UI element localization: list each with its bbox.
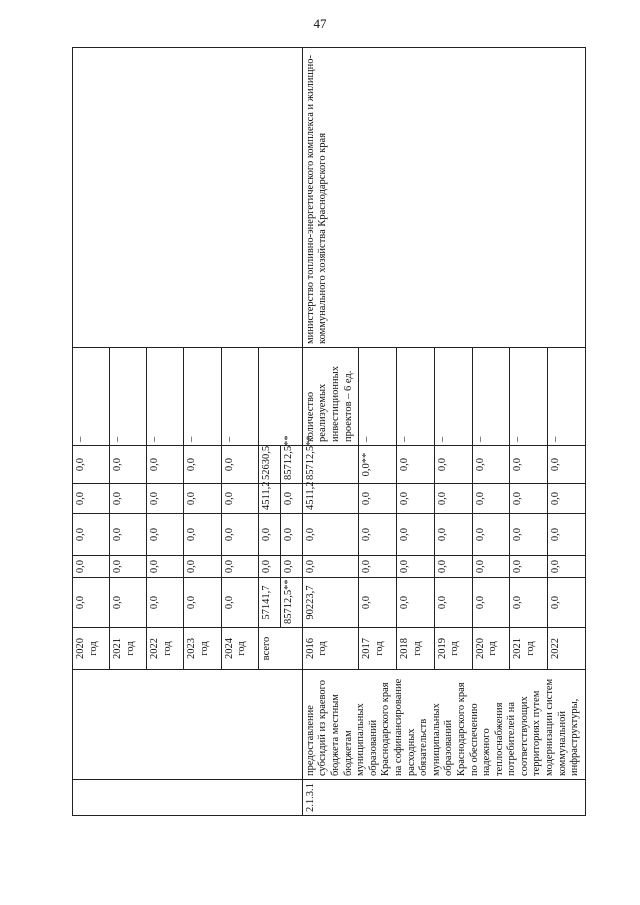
table-row (73, 48, 110, 816)
value-cell: 0,0 (434, 556, 472, 578)
total-value-cell: 57141,7 (258, 578, 280, 628)
year-cell: 2016 год (302, 628, 359, 670)
value-cell: 0,0 (110, 484, 147, 514)
year-cell: 2022 (548, 628, 586, 670)
value-cell: 0,0 (73, 556, 110, 578)
empty-cell (73, 48, 303, 348)
indicator-cell: – (359, 348, 397, 446)
value-cell: 0,0 (359, 556, 397, 578)
value-cell: 0,0 (472, 556, 510, 578)
value-cell: 0,0 (548, 514, 586, 556)
value-cell: 0,0 (73, 446, 110, 484)
year-cell: 2023 год (184, 628, 221, 670)
value-cell: 0,0 (302, 514, 359, 556)
value-cell: 0,0 (359, 514, 397, 556)
value-cell: 0,0 (184, 556, 221, 578)
empty-cell (73, 780, 303, 816)
value-cell: 0,0 (110, 446, 147, 484)
value-cell: 0,0 (110, 514, 147, 556)
value-cell: 0,0 (510, 484, 548, 514)
year-cell: 2020 год (472, 628, 510, 670)
year-cell: 2024 год (221, 628, 258, 670)
indicator-cell: – (397, 348, 435, 446)
value-cell: 0,0 (397, 484, 435, 514)
item-executor: министерство топливно-энергетического комплекса и жилищно-коммунального хозяйства Краснодарского края (302, 48, 585, 348)
table-body (73, 48, 586, 816)
indicator-cell: количество реализуемых инвестиционных проектов – 6 ед. (302, 348, 359, 446)
year-cell: 2022 год (147, 628, 184, 670)
empty-cell (73, 670, 303, 780)
value-cell: 0,0 (147, 514, 184, 556)
indicator-cell: – (434, 348, 472, 446)
indicator-cell: – (147, 348, 184, 446)
value-cell: 0,0 (472, 578, 510, 628)
value-cell: 0,0 (147, 578, 184, 628)
value-cell: 0,0 (302, 556, 359, 578)
table-row (302, 48, 359, 816)
total-value-cell: 52630,5 (258, 446, 280, 484)
value-cell: 0,0 (510, 556, 548, 578)
indicator-cell: – (548, 348, 586, 446)
indicator-cell: – (110, 348, 147, 446)
value-cell: 0,0 (472, 514, 510, 556)
value-cell: 0,0 (397, 556, 435, 578)
value-cell: 0,0 (359, 578, 397, 628)
value-cell: 0,0 (434, 484, 472, 514)
indicator-cell: – (221, 348, 258, 446)
value-cell: 0,0 (73, 484, 110, 514)
value-cell: 0,0 (548, 578, 586, 628)
value-cell: 0,0 (397, 578, 435, 628)
value-cell: 0,0 (397, 446, 435, 484)
program-table (72, 47, 586, 816)
value-cell: 0,0 (510, 446, 548, 484)
value-cell: 0,0 (221, 578, 258, 628)
value-cell: 0,0 (434, 446, 472, 484)
value-cell: 0,0 (472, 484, 510, 514)
value-cell: 0,0 (184, 514, 221, 556)
total-value-cell: 0,0 (258, 556, 280, 578)
year-cell: 2017 год (359, 628, 397, 670)
value-cell: 0,0 (548, 556, 586, 578)
year-cell: 2021 год (110, 628, 147, 670)
page-number: 47 (313, 16, 327, 31)
value-cell: 0,0 (397, 514, 435, 556)
value-cell: 85712,5** (302, 446, 359, 484)
value-cell: 4511,2 (302, 484, 359, 514)
total-label: всего (258, 628, 302, 670)
value-cell: 0,0 (548, 446, 586, 484)
value-cell: 0,0** (359, 446, 397, 484)
total-value-cell: 0,0 (280, 484, 302, 514)
value-cell: 0,0 (73, 514, 110, 556)
value-cell: 0,0 (221, 484, 258, 514)
value-cell: 0,0 (221, 556, 258, 578)
year-cell: 2020 год (73, 628, 110, 670)
value-cell: 0,0 (147, 446, 184, 484)
total-value-cell: 85712,5** (280, 578, 302, 628)
value-cell: 0,0 (472, 446, 510, 484)
value-cell: 0,0 (548, 484, 586, 514)
value-cell: 0,0 (434, 578, 472, 628)
year-cell: 2018 год (397, 628, 435, 670)
indicator-cell (258, 348, 302, 446)
indicator-cell: – (73, 348, 110, 446)
item-description: предоставление субсидий из краевого бюджета местным бюджетам муниципальных образований Краснодарского края на софинансирование расходных обязательств муниципальных образований Краснодарского края по обеспечению надежного теплоснабжения потребителей на соответствующих территориях путем модернизации систем коммунальной инфраструктуры, (302, 670, 585, 780)
item-code: 2.1.3.1 (302, 780, 585, 816)
value-cell: 0,0 (147, 484, 184, 514)
value-cell: 0,0 (510, 514, 548, 556)
value-cell: 0,0 (73, 578, 110, 628)
value-cell: 0,0 (110, 578, 147, 628)
value-cell: 0,0 (359, 484, 397, 514)
value-cell: 0,0 (221, 446, 258, 484)
value-cell: 0,0 (221, 514, 258, 556)
value-cell: 0,0 (184, 484, 221, 514)
indicator-cell: – (510, 348, 548, 446)
value-cell: 0,0 (147, 556, 184, 578)
value-cell: 0,0 (434, 514, 472, 556)
total-value-cell: 85712,5** (280, 446, 302, 484)
total-value-cell: 0,0 (280, 556, 302, 578)
rotated-table-wrapper (72, 48, 586, 816)
total-value-cell: 4511,2 (258, 484, 280, 514)
year-cell: 2021 год (510, 628, 548, 670)
value-cell: 0,0 (184, 578, 221, 628)
indicator-cell: – (472, 348, 510, 446)
indicator-cell: – (184, 348, 221, 446)
value-cell: 0,0 (510, 578, 548, 628)
value-cell: 0,0 (110, 556, 147, 578)
year-cell: 2019 год (434, 628, 472, 670)
value-cell: 0,0 (184, 446, 221, 484)
value-cell: 90223,7 (302, 578, 359, 628)
total-value-cell: 0,0 (258, 514, 280, 556)
total-value-cell: 0,0 (280, 514, 302, 556)
